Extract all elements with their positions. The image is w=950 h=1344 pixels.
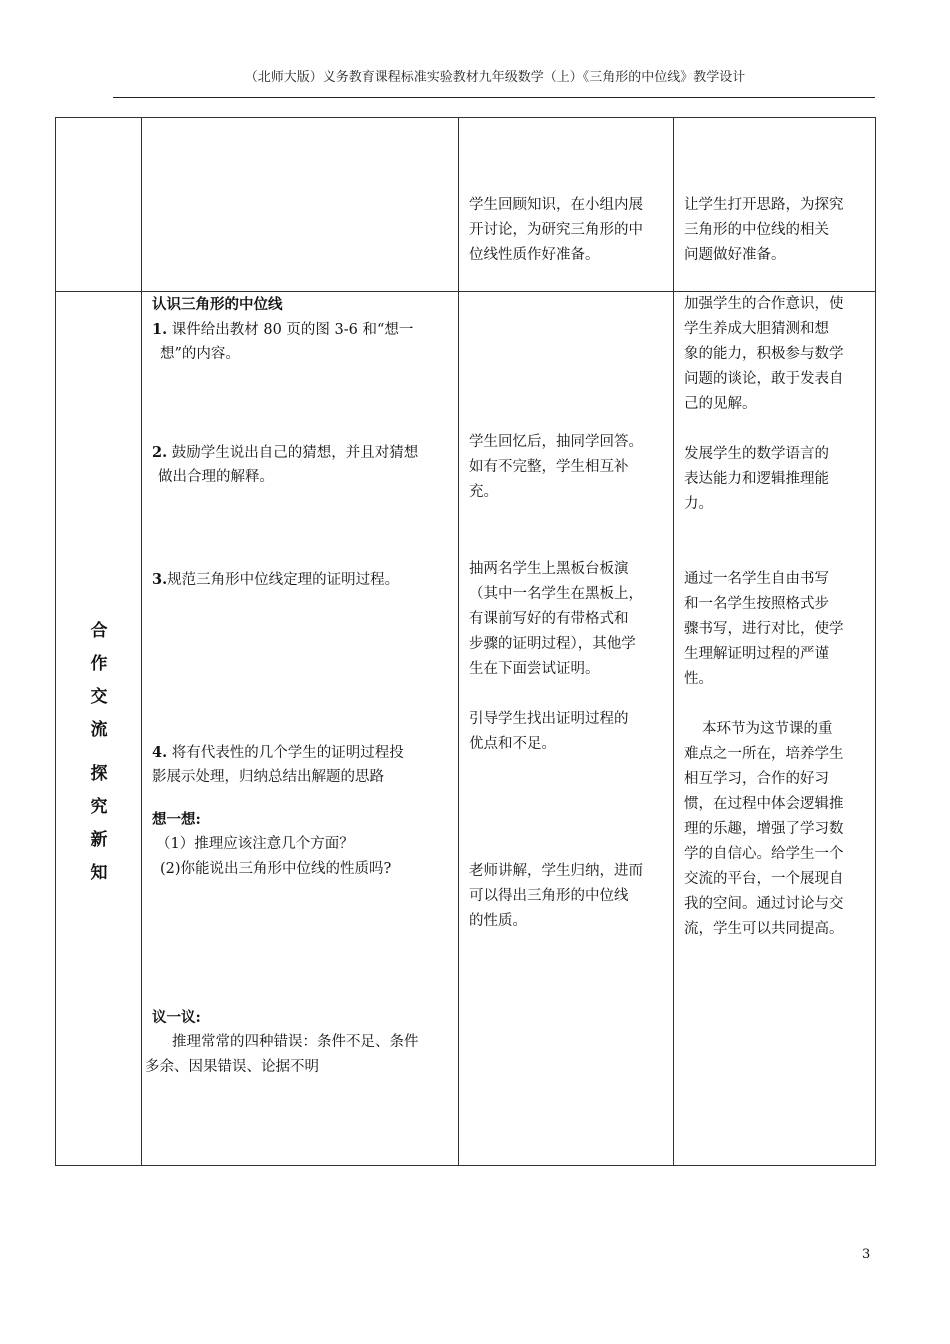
student-activity-line: 老师讲解，学生归纳，进而	[469, 863, 643, 879]
stage-label-char: 流	[90, 720, 108, 740]
design-intent-line: 本环节为这节课的重	[702, 721, 833, 737]
student-activity-line: 步骤的证明过程），其他学	[469, 636, 636, 652]
student-activity-line: 可以得出三角形的中位线	[469, 888, 629, 904]
stage-label-char: 交	[90, 687, 108, 707]
table-row	[56, 292, 876, 1166]
design-intent-line: 力。	[684, 496, 713, 512]
item-text: 规范三角形中位线定理的证明过程。	[167, 572, 400, 588]
teacher-item-4	[152, 740, 404, 766]
item-text: 鼓励学生说出自己的猜想，并且对猜想	[167, 445, 419, 461]
header-rule	[113, 97, 875, 98]
stage-label-char: 合	[90, 621, 108, 641]
stage-label-char: 探	[90, 764, 108, 784]
design-intent-line: 加强学生的合作意识，使	[684, 296, 844, 312]
design-intent-line: 惯，在过程中体会逻辑推	[684, 796, 844, 812]
item-number: 3.	[152, 571, 168, 588]
student-activity-line: 优点和不足。	[469, 736, 556, 752]
design-intent-line: 问题做好准备。	[684, 247, 786, 263]
student-activity-line: （其中一名学生在黑板上，	[469, 586, 643, 602]
item-number: 4.	[152, 744, 168, 761]
design-intent-line: 表达能力和逻辑推理能	[684, 471, 829, 487]
student-activity-line: 引导学生找出证明过程的	[469, 711, 629, 727]
page-number: 3	[862, 1247, 871, 1262]
design-intent-line: 通过一名学生自由书写	[684, 571, 829, 587]
student-activity-line: 抽两名学生上黑板台板演	[469, 561, 629, 577]
design-intent-line: 己的见解。	[684, 396, 757, 412]
student-activity-line: 充。	[469, 484, 498, 500]
design-intent-line: 流，学生可以共同提高。	[684, 921, 844, 937]
item-text: 课件给出教材 80 页的图 3-6 和“想一	[167, 322, 414, 338]
teacher-item-2-cont: 做出合理的解释。	[158, 469, 274, 485]
design-intent-line: 三角形的中位线的相关	[684, 222, 829, 238]
student-activity-cell	[459, 118, 674, 292]
stage-label-char: 究	[90, 797, 108, 817]
stage-cell	[56, 118, 142, 292]
design-intent-line: 学的自信心。给学生一个	[684, 846, 844, 862]
stage-label-char: 作	[90, 654, 108, 674]
design-intent-line: 相互学习，合作的好习	[684, 771, 829, 787]
design-intent-line: 理的乐趣，增强了学习数	[684, 821, 844, 837]
item-number: 2.	[152, 444, 168, 461]
teacher-item-2	[152, 440, 418, 466]
section-heading: 认识三角形的中位线	[152, 296, 283, 313]
student-activity-line: 开讨论，为研究三角形的中	[469, 222, 643, 238]
student-activity-line: 学生回忆后，抽同学回答。	[469, 434, 643, 450]
design-intent-line: 性。	[684, 671, 713, 687]
discuss-text: 多余、因果错误、论据不明	[145, 1059, 319, 1075]
design-intent-line: 让学生打开思路，为探究	[684, 197, 844, 213]
student-activity-line: 的性质。	[469, 913, 527, 929]
stage-label-char: 知	[90, 863, 108, 883]
design-intent-line: 和一名学生按照格式步	[684, 596, 829, 612]
think-question: (2)你能说出三角形中位线的性质吗?	[160, 861, 392, 877]
design-intent-line: 学生养成大胆猜测和想	[684, 321, 829, 337]
design-intent-line: 生理解证明过程的严谨	[684, 646, 829, 662]
item-number: 1.	[152, 321, 168, 338]
student-activity-line: 生在下面尝试证明。	[469, 661, 600, 677]
table-row	[56, 118, 876, 292]
teacher-activity-cell	[142, 118, 459, 292]
think-question: （1）推理应该注意几个方面？	[156, 836, 354, 852]
teacher-item-4-cont: 影展示处理，归纳总结出解题的思路	[152, 769, 384, 785]
design-intent-line: 发展学生的数学语言的	[684, 446, 829, 462]
page-header-title: （北师大版）义务教育课程标准实验教材九年级数学（上）《三角形的中位线》教学设计	[244, 70, 746, 85]
design-intent-line: 我的空间。通过讨论与交	[684, 896, 844, 912]
design-intent-line: 问题的谈论，敢于发表自	[684, 371, 844, 387]
student-activity-line: 有课前写好的有带格式和	[469, 611, 629, 627]
stage-label-char: 新	[90, 830, 108, 850]
design-intent-line: 交流的平台，一个展现自	[684, 871, 844, 887]
discuss-text: 推理常常的四种错误：条件不足、条件	[172, 1034, 419, 1050]
teacher-activity-cell	[142, 292, 459, 1166]
teacher-item-3	[152, 567, 399, 593]
teacher-item-1-cont: 想”的内容。	[160, 346, 240, 362]
design-intent-line: 难点之一所在，培养学生	[684, 746, 844, 762]
design-intent-cell	[674, 292, 876, 1166]
design-intent-line: 骤书写，进行对比，使学	[684, 621, 844, 637]
lesson-design-table	[55, 117, 876, 1166]
student-activity-cell	[459, 292, 674, 1166]
student-activity-line: 位线性质作好准备。	[469, 247, 600, 263]
teacher-item-1	[152, 317, 413, 343]
stage-cell	[56, 292, 142, 1166]
item-text: 将有代表性的几个学生的证明过程投	[167, 745, 404, 761]
student-activity-line: 如有不完整，学生相互补	[469, 459, 629, 475]
think-heading: 想一想:	[152, 811, 201, 828]
student-activity-line: 学生回顾知识，在小组内展	[469, 197, 643, 213]
discuss-heading: 议一议:	[152, 1009, 201, 1026]
design-intent-line: 象的能力，积极参与数学	[684, 346, 844, 362]
design-intent-cell	[674, 118, 876, 292]
